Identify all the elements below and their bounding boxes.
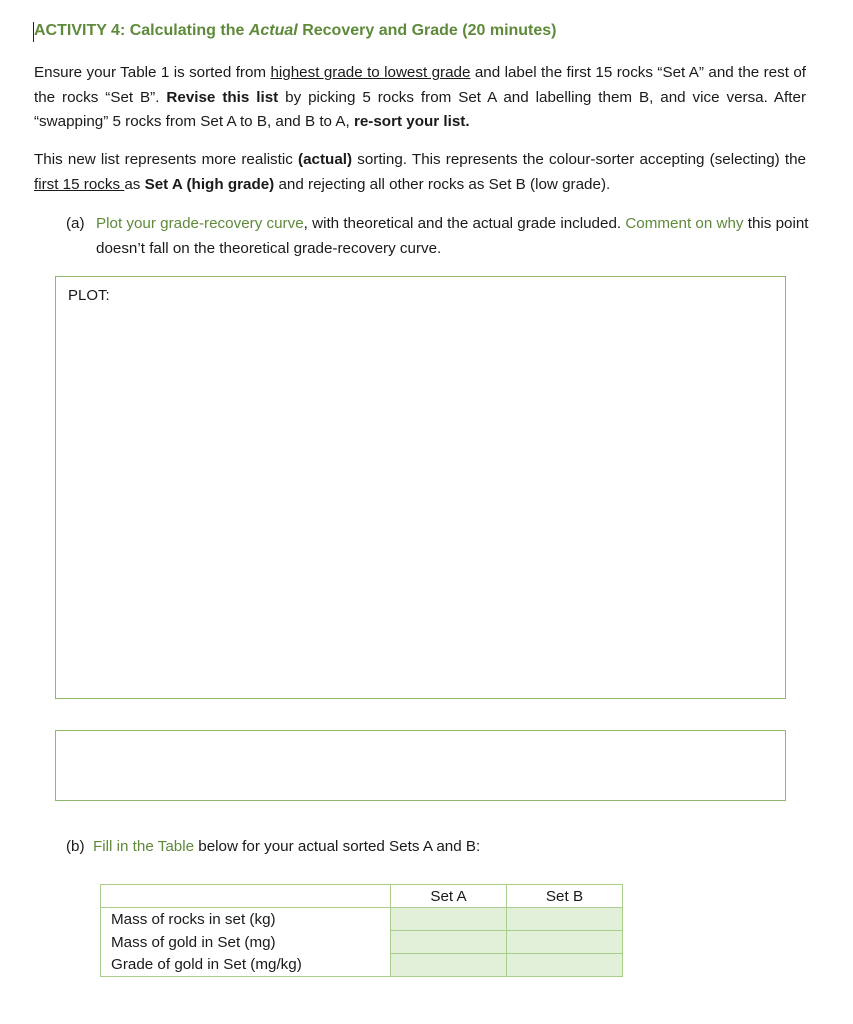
heading-text: ACTIVITY 4: Calculating the — [34, 22, 249, 39]
row-label: Grade of gold in Set (mg/kg) — [101, 954, 391, 977]
comment-answer-box[interactable] — [55, 730, 786, 801]
p2-text: as — [124, 175, 145, 193]
row-label: Mass of gold in Set (mg) — [101, 931, 391, 954]
question-b-green-text: Fill in the Table — [93, 838, 195, 855]
table-header-row — [101, 885, 623, 908]
table-header-set-a: Set A — [391, 885, 507, 908]
heading-italic-text: Actual — [248, 22, 298, 39]
instructions-paragraph-2 — [34, 148, 806, 197]
activity-heading — [34, 22, 557, 40]
plot-label: PLOT: — [68, 287, 110, 304]
p2-text: sorting. This represents the colour-sorter accepting (selecting) the — [352, 151, 806, 168]
p2-text: This new list represents more realistic — [34, 151, 299, 168]
plot-answer-box[interactable] — [55, 276, 786, 699]
question-a-text: , with theoretical and the actual grade included. — [303, 215, 626, 232]
set-b-cell[interactable] — [507, 954, 623, 977]
question-a-marker: (a) — [66, 215, 85, 232]
p2-bold-text: Set A (high grade) — [144, 175, 275, 193]
p2-bold-text: (actual) — [298, 151, 353, 168]
p2-text: and rejecting all other rocks as Set B (low grade). — [274, 175, 611, 193]
instructions-paragraph-1 — [34, 61, 806, 135]
question-a-green-text: Comment on why — [625, 215, 744, 232]
table-row — [101, 931, 623, 954]
set-a-cell[interactable] — [391, 931, 507, 954]
table-row — [101, 908, 623, 931]
question-b-text: below for your actual sorted Sets A and B: — [194, 838, 481, 855]
p1-underlined-text: highest grade to lowest grade — [270, 64, 471, 81]
row-label: Mass of rocks in set (kg) — [101, 908, 391, 931]
p1-bold-text: Revise this list — [166, 88, 279, 106]
p2-underlined-text: first 15 rocks — [34, 175, 125, 193]
set-b-cell[interactable] — [507, 931, 623, 954]
sets-results-table — [100, 884, 623, 977]
question-b-marker: (b) — [66, 838, 85, 855]
set-a-cell[interactable] — [391, 954, 507, 977]
question-b — [66, 835, 480, 859]
table-header-set-b: Set B — [507, 885, 623, 908]
p1-text: and label the first 15 rocks “Set A” and the rest of the rocks “Set B”. — [34, 64, 806, 106]
heading-text-end: Recovery and Grade (20 minutes) — [297, 22, 557, 39]
set-a-cell[interactable] — [391, 908, 507, 931]
p1-text: by picking 5 rocks from Set A and labelling them B, and vice versa. After “swapping” 5 rocks from Set A to B, and B to A, — [34, 88, 807, 130]
p1-bold-text: re-sort your list. — [353, 113, 470, 130]
table-header-empty — [101, 885, 391, 908]
p1-text: Ensure your Table 1 is sorted from — [34, 64, 271, 81]
table-row — [101, 954, 623, 977]
question-a-text: this point doesn’t fall on the theoretical grade-recovery curve. — [96, 215, 809, 257]
set-b-cell[interactable] — [507, 908, 623, 931]
question-a-green-text: Plot your grade-recovery curve — [96, 215, 304, 232]
question-a — [66, 212, 811, 261]
